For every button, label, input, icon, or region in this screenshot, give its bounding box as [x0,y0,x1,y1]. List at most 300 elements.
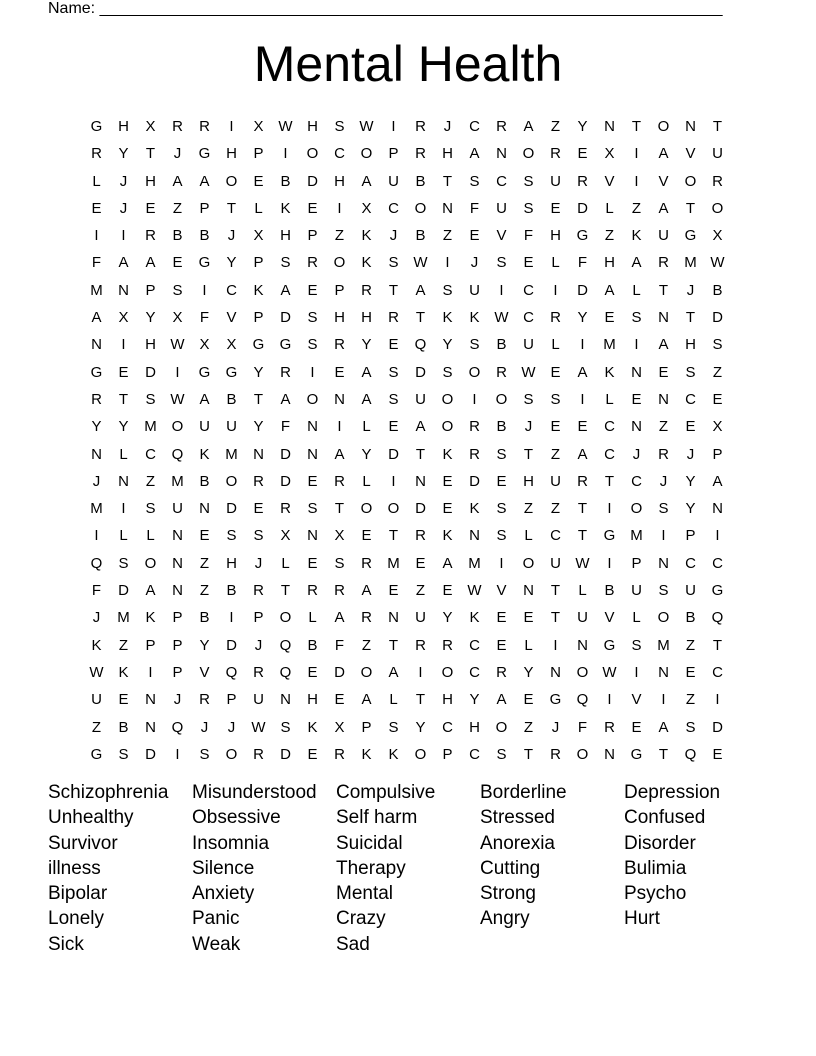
grid-letter: P [172,609,183,627]
grid-letter: H [469,718,480,736]
grid-letter: P [145,636,156,654]
grid-letter: C [496,172,507,190]
grid-letter: T [334,500,345,518]
grid-letter: R [550,745,561,763]
grid-letter: N [172,554,183,572]
grid-letter: H [145,336,156,354]
grid-letter: N [658,390,669,408]
grid-letter: Q [576,691,589,709]
word-column [336,780,480,957]
grid-letter: Z [550,118,561,135]
grid-letter: J [524,418,533,436]
word-list-item: Survivor [48,832,118,854]
grid-letter: K [442,309,453,327]
grid-letter: A [199,172,210,190]
grid-letter: R [253,582,264,600]
grid-letter: B [712,281,723,299]
grid-letter: R [577,472,588,490]
grid-letter: O [144,554,157,572]
grid-letter: S [145,390,156,408]
word-list-item: Suicidal [336,832,403,854]
grid-letter: O [657,118,670,135]
grid-letter: R [415,118,426,135]
grid-letter: O [225,472,238,490]
grid-letter: O [414,199,427,217]
grid-letter: O [306,145,319,163]
grid-letter: E [496,609,507,627]
grid-letter: Z [145,472,156,490]
grid-letter: Y [118,145,129,163]
grid-letter: P [226,691,237,709]
grid-letter: N [415,472,426,490]
grid-letter: H [523,472,534,490]
grid-letter: U [388,172,399,190]
grid-letter: Q [279,636,292,654]
grid-letter: G [684,227,697,245]
grid-letter: A [361,172,372,190]
grid-letter: M [468,554,481,572]
grid-letter: T [226,199,237,217]
grid-letter: K [91,636,102,654]
grid-letter: Z [631,199,642,217]
grid-letter: D [415,363,426,381]
grid-letter: N [496,145,507,163]
grid-letter: T [118,390,129,408]
grid-letter: A [577,445,588,463]
grid-letter: W [89,663,104,681]
grid-letter: I [94,527,99,545]
grid-letter: Q [711,609,724,627]
grid-letter: U [496,199,507,217]
grid-letter: Y [685,500,696,518]
grid-letter: U [415,390,426,408]
grid-letter: A [280,281,291,299]
grid-letter: N [604,745,615,763]
grid-letter: F [91,582,102,600]
grid-letter: K [469,500,480,518]
grid-letter: A [415,281,426,299]
word-column [192,780,336,957]
grid-letter: D [280,309,291,327]
grid-letter: V [199,663,210,681]
grid-letter: N [172,527,183,545]
grid-letter: R [334,582,345,600]
grid-letter: O [441,663,454,681]
grid-letter: R [334,472,345,490]
grid-letter: S [631,309,642,327]
grid-letter: S [658,500,669,518]
grid-letter: I [634,663,639,681]
grid-letter: I [283,145,288,163]
grid-letter: R [496,118,507,135]
grid-letter: E [550,363,561,381]
grid-letter: T [712,636,723,654]
grid-letter: X [226,336,237,354]
grid-letter: S [388,254,399,272]
grid-letter: D [145,745,156,763]
grid-letter: O [360,500,373,518]
grid-letter: Y [577,309,588,327]
grid-letter: N [631,363,642,381]
grid-letter: S [658,582,669,600]
grid-letter: S [685,363,696,381]
grid-letter: D [334,663,345,681]
grid-letter: R [577,172,588,190]
grid-letter: L [92,172,101,190]
grid-letter: R [253,663,264,681]
grid-letter: P [712,445,723,463]
grid-letter: R [307,254,318,272]
grid-letter: A [361,363,372,381]
grid-row [83,222,731,249]
grid-letter: N [658,309,669,327]
grid-letter: O [657,609,670,627]
grid-letter: I [121,227,126,245]
grid-letter: S [496,500,507,518]
name-field[interactable]: Name: ______________________________________________________________________ [48,0,723,17]
grid-letter: J [470,254,479,272]
grid-letter: L [119,445,128,463]
grid-letter: K [388,745,399,763]
grid-letter: J [254,554,263,572]
grid-letter: U [550,472,561,490]
grid-letter: H [307,118,318,135]
grid-letter: E [523,254,534,272]
grid-letter: H [334,309,345,327]
grid-letter: B [415,227,426,245]
grid-letter: Y [685,472,696,490]
grid-letter: G [603,636,616,654]
grid-letter: Y [442,336,453,354]
grid-row [83,441,731,468]
grid-row [83,304,731,331]
grid-letter: T [604,472,615,490]
grid-letter: T [577,500,588,518]
grid-letter: E [145,199,156,217]
grid-letter: R [712,172,723,190]
grid-letter: E [253,500,264,518]
grid-letter: N [631,418,642,436]
grid-letter: T [442,172,453,190]
grid-letter: O [333,254,346,272]
grid-letter: D [280,472,291,490]
grid-letter: L [308,609,317,627]
grid-letter: Y [361,336,372,354]
grid-letter: I [94,227,99,245]
grid-letter: J [119,172,128,190]
grid-letter: D [469,472,480,490]
grid-letter: H [550,227,561,245]
grid-letter: D [577,199,588,217]
word-list-item: Anorexia [480,832,555,854]
grid-letter: P [172,636,183,654]
grid-letter: B [226,390,237,408]
grid-letter: N [334,390,345,408]
grid-letter: T [523,445,534,463]
grid-letter: Z [334,227,345,245]
grid-letter: Z [361,636,372,654]
word-list-item: Borderline [480,782,567,803]
grid-letter: N [253,445,264,463]
grid-letter: I [580,336,585,354]
grid-letter: H [280,227,291,245]
grid-letter: E [442,472,453,490]
grid-letter: M [225,445,238,463]
grid-letter: N [145,718,156,736]
grid-letter: U [91,691,102,709]
grid-letter: C [712,663,723,681]
grid-letter: R [469,418,480,436]
grid-letter: P [145,281,156,299]
word-list-item: Unhealthy [48,807,134,829]
grid-letter: U [469,281,480,299]
grid-letter: N [442,199,453,217]
grid-letter: P [172,663,183,681]
grid-letter: I [229,609,234,627]
grid-letter: J [551,718,560,736]
grid-letter: A [361,582,372,600]
grid-letter: G [711,582,724,600]
grid-letter: M [90,281,103,299]
grid-letter: J [686,445,695,463]
grid-letter: R [91,390,102,408]
grid-letter: E [91,199,102,217]
grid-letter: Z [685,636,696,654]
grid-letter: H [685,336,696,354]
grid-letter: R [280,363,291,381]
grid-row [83,195,731,222]
grid-letter: S [469,336,480,354]
grid-letter: L [119,527,128,545]
grid-letter: E [361,527,372,545]
grid-letter: X [172,309,183,327]
grid-letter: H [226,145,237,163]
grid-letter: X [280,527,291,545]
grid-letter: O [522,145,535,163]
grid-letter: A [658,199,669,217]
grid-letter: R [361,554,372,572]
word-list-item: Angry [480,908,530,930]
word-list-item: illness [48,857,101,879]
grid-letter: X [253,227,264,245]
grid-letter: A [631,254,642,272]
word-list-item: Silence [192,857,255,879]
grid-letter: R [658,445,669,463]
grid-letter: V [226,309,237,327]
grid-letter: O [684,172,697,190]
grid-letter: A [334,445,345,463]
grid-letter: I [715,691,720,709]
grid-letter: C [523,309,534,327]
grid-letter: T [658,281,669,299]
grid-letter: A [91,309,102,327]
grid-letter: X [712,227,723,245]
grid-letter: K [442,445,453,463]
grid-letter: K [631,227,642,245]
grid-letter: G [603,527,616,545]
grid-letter: T [280,582,291,600]
word-column [48,780,192,957]
grid-letter: S [712,336,723,354]
grid-letter: B [199,472,210,490]
word-list-item: Bipolar [48,883,108,905]
grid-letter: A [658,336,669,354]
grid-letter: O [495,390,508,408]
grid-letter: C [685,554,696,572]
grid-letter: Z [658,418,669,436]
grid-letter: H [334,172,345,190]
grid-letter: T [523,745,534,763]
grid-letter: E [442,582,453,600]
grid-letter: E [307,663,318,681]
grid-letter: T [253,390,264,408]
grid-letter: A [145,254,156,272]
grid-letter: S [199,745,210,763]
grid-letter: O [522,554,535,572]
grid-letter: G [198,145,211,163]
grid-letter: J [200,718,209,736]
grid-letter: B [199,609,210,627]
word-list-item: Insomnia [192,832,270,854]
grid-letter: E [550,199,561,217]
grid-letter: Z [550,445,561,463]
grid-letter: Y [253,363,264,381]
grid-letter: E [307,281,318,299]
grid-letter: Y [226,254,237,272]
grid-letter: I [121,336,126,354]
grid-letter: I [337,199,342,217]
grid-letter: E [712,390,723,408]
grid-letter: P [253,609,264,627]
grid-letter: O [576,745,589,763]
grid-letter: Q [171,718,184,736]
grid-letter: K [145,609,156,627]
word-list-item: Bulimia [624,857,687,879]
grid-letter: E [253,172,264,190]
grid-letter: V [496,582,507,600]
grid-letter: Q [414,336,427,354]
word-list-item: Sick [48,933,84,955]
grid-letter: L [146,527,155,545]
grid-letter: I [607,554,612,572]
grid-letter: L [362,472,371,490]
grid-letter: W [170,336,185,354]
grid-letter: U [226,418,237,436]
grid-letter: N [577,636,588,654]
grid-letter: B [199,227,210,245]
grid-row [83,522,731,549]
grid-letter: L [605,390,614,408]
grid-row [83,277,731,304]
grid-row [83,604,731,631]
grid-letter: A [469,145,480,163]
grid-letter: R [199,691,210,709]
grid-letter: L [578,582,587,600]
grid-letter: S [118,745,129,763]
grid-letter: N [307,445,318,463]
grid-letter: O [360,663,373,681]
grid-letter: S [118,554,129,572]
grid-letter: R [496,663,507,681]
grid-letter: P [685,527,696,545]
grid-letter: S [685,718,696,736]
grid-letter: D [388,445,399,463]
grid-letter: O [630,500,643,518]
grid-letter: N [523,582,534,600]
grid-letter: O [414,745,427,763]
grid-letter: H [118,118,129,135]
grid-letter: N [685,118,696,135]
grid-letter: J [173,145,182,163]
grid-letter: B [118,718,129,736]
grid-letter: G [198,254,211,272]
grid-letter: L [551,254,560,272]
grid-letter: B [280,172,291,190]
grid-letter: S [523,390,534,408]
grid-letter: X [199,336,210,354]
grid-letter: E [631,390,642,408]
grid-letter: S [307,336,318,354]
grid-letter: Z [604,227,615,245]
grid-letter: L [362,418,371,436]
grid-letter: E [442,500,453,518]
grid-letter: L [254,199,263,217]
grid-letter: P [361,718,372,736]
grid-letter: I [202,281,207,299]
grid-letter: T [685,199,696,217]
grid-letter: T [658,745,669,763]
grid-letter: Q [279,663,292,681]
grid-letter: P [442,745,453,763]
grid-letter: N [91,445,102,463]
word-list-item: Panic [192,908,240,930]
grid-letter: E [118,691,129,709]
word-list-item: Misunderstood [192,782,317,803]
grid-letter: N [658,554,669,572]
grid-letter: R [91,145,102,163]
grid-letter: O [495,718,508,736]
grid-letter: A [172,172,183,190]
grid-letter: Z [199,582,210,600]
grid-letter: A [118,254,129,272]
grid-letter: N [199,500,210,518]
grid-letter: V [685,145,696,163]
grid-letter: L [605,199,614,217]
grid-letter: M [117,609,130,627]
grid-letter: S [145,500,156,518]
grid-letter: R [550,145,561,163]
grid-letter: E [118,363,129,381]
grid-letter: S [496,745,507,763]
grid-letter: C [604,445,615,463]
grid-letter: C [442,718,453,736]
grid-letter: O [468,363,481,381]
grid-letter: L [524,527,533,545]
grid-letter: M [657,636,670,654]
grid-letter: K [604,363,615,381]
grid-letter: V [604,609,615,627]
grid-letter: V [658,172,669,190]
grid-letter: R [334,336,345,354]
word-list-item: Confused [624,807,706,829]
grid-letter: E [685,418,696,436]
grid-letter: T [415,691,426,709]
grid-letter: T [415,445,426,463]
grid-letter: R [442,636,453,654]
grid-letter: J [389,227,398,245]
grid-letter: Z [199,554,210,572]
word-list-item: Weak [192,933,241,955]
